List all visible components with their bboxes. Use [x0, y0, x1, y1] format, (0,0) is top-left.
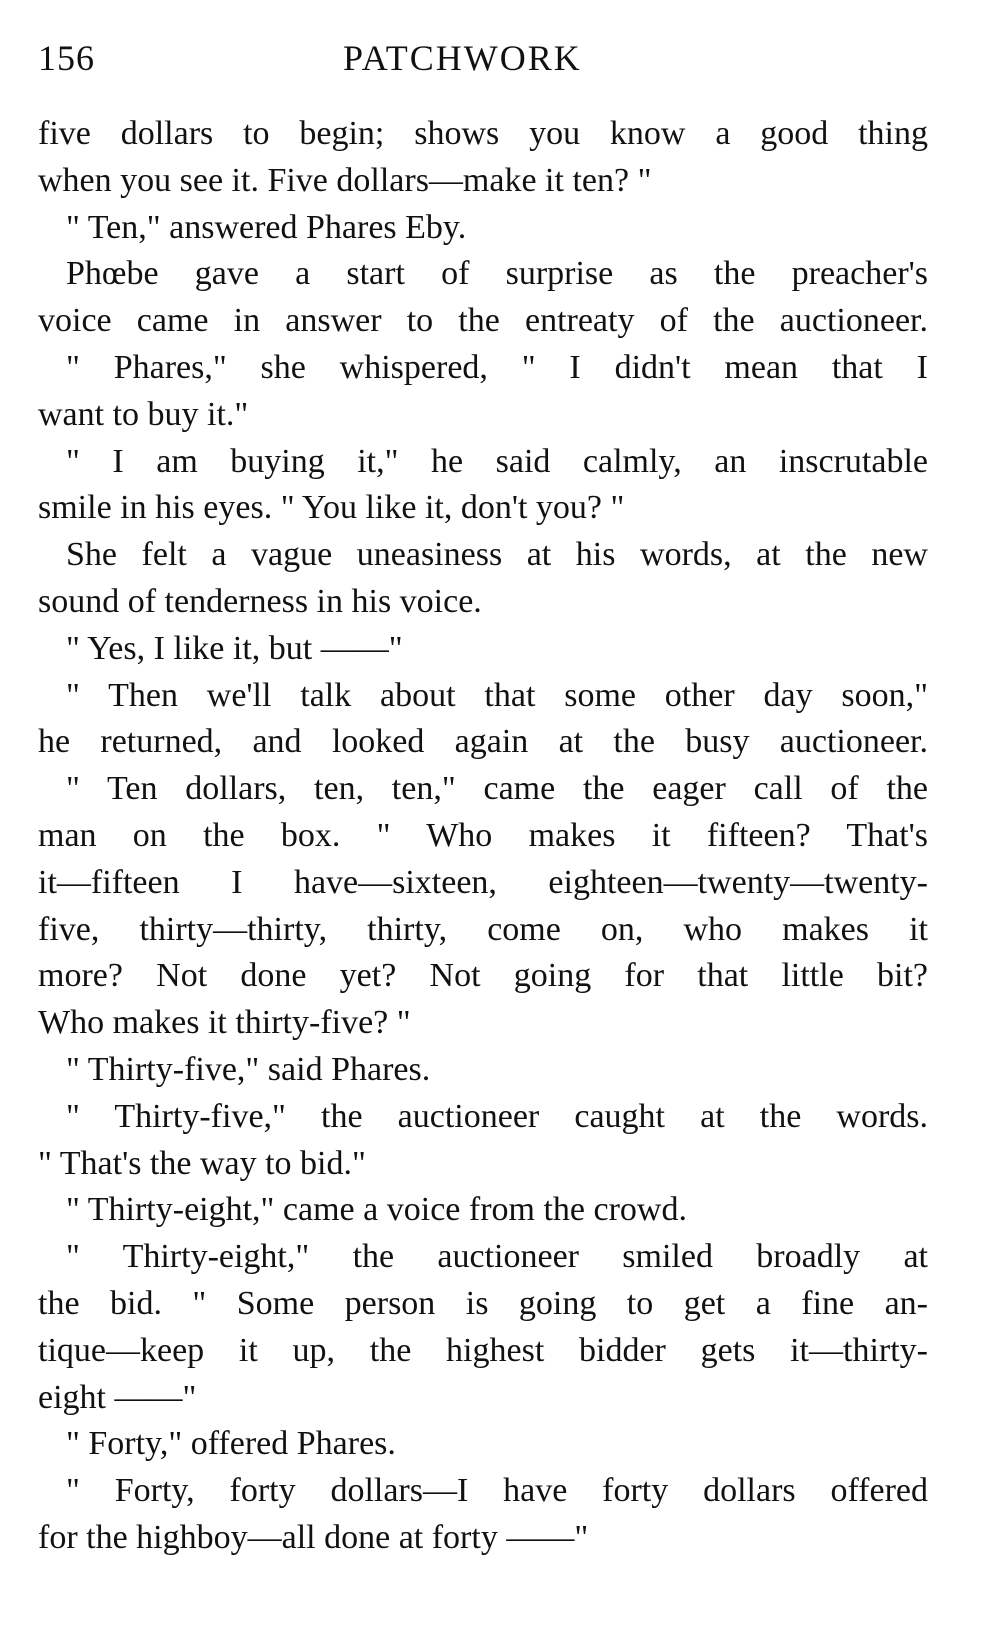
text-line: smile in his eyes. " You like it, don't you? " [38, 489, 625, 527]
text-line: the bid. " Some person is going to get a fine an- [38, 1284, 928, 1322]
text-line: " Ten dollars, ten, ten," came the eager call of the [66, 770, 928, 808]
text-line: " Forty, forty dollars—I have forty dollars offered [66, 1472, 928, 1510]
text-line: sound of tenderness in his voice. [38, 582, 482, 620]
text-line: " Phares," she whispered, " I didn't mean that I [66, 348, 928, 386]
text-line: " Then we'll talk about that some other day soon," [66, 676, 928, 714]
text-line: " Thirty-five," the auctioneer caught at the words. [66, 1097, 928, 1135]
text-line: man on the box. " Who makes it fifteen? That's [38, 816, 928, 854]
page-number: 156 [38, 38, 95, 78]
text-line: " That's the way to bid." [38, 1144, 366, 1182]
text-line: She felt a vague uneasiness at his words, at the new [66, 536, 928, 574]
text-line: it—fifteen I have—sixteen, eighteen—twenty—twenty- [38, 863, 928, 901]
text-line: " Forty," offered Phares. [66, 1425, 396, 1463]
text-line: " I am buying it," he said calmly, an inscrutable [66, 442, 928, 480]
text-line: " Yes, I like it, but ——" [66, 629, 403, 667]
page-header [38, 32, 928, 84]
text-line: more? Not done yet? Not going for that little bit? [38, 957, 928, 995]
text-line: want to buy it." [38, 395, 249, 433]
text-line: Who makes it thirty-five? " [38, 1004, 411, 1042]
text-line: " Thirty-five," said Phares. [66, 1050, 431, 1088]
running-title: PATCHWORK [343, 38, 582, 78]
text-line: " Thirty-eight," the auctioneer smiled broadly at [66, 1238, 928, 1276]
text-line: " Ten," answered Phares Eby. [66, 208, 467, 246]
text-line: tique—keep it up, the highest bidder gets it—thirty- [38, 1331, 928, 1369]
body-text [38, 111, 928, 1562]
text-line: voice came in answer to the entreaty of the auctioneer. [38, 302, 928, 340]
text-line: five dollars to begin; shows you know a good thing [38, 115, 928, 152]
text-line: when you see it. Five dollars—make it ten? " [38, 161, 652, 199]
text-line: he returned, and looked again at the busy auctioneer. [38, 723, 928, 761]
text-line: for the highboy—all done at forty ——" [38, 1518, 589, 1556]
text-line: eight ——" [38, 1378, 197, 1416]
text-line: Phœbe gave a start of surprise as the preacher's [66, 255, 928, 293]
text-line: five, thirty—thirty, thirty, come on, who makes it [38, 910, 928, 948]
text-line: " Thirty-eight," came a voice from the crowd. [66, 1191, 687, 1229]
